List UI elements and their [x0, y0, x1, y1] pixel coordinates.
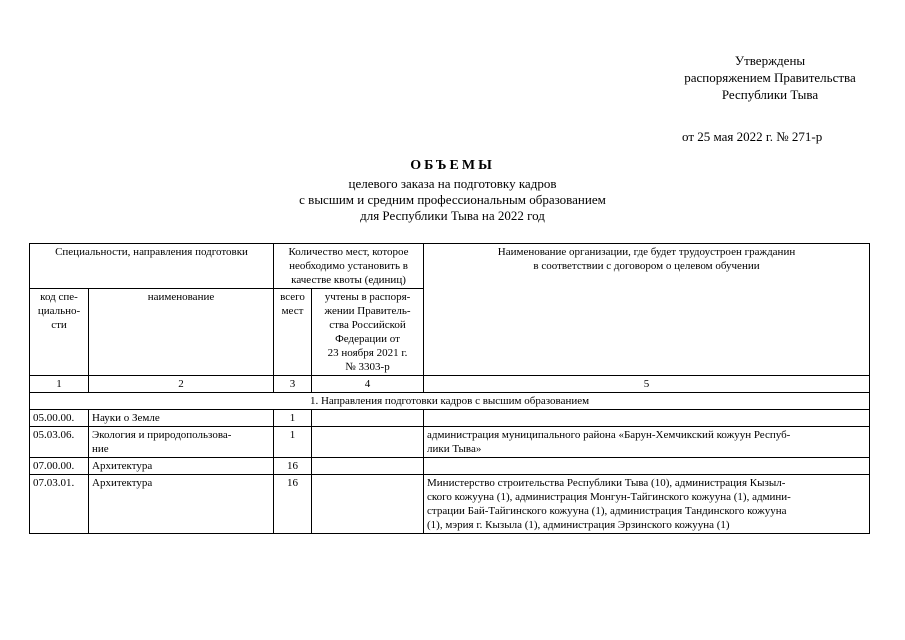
- subtitle-line-1: целевого заказа на подготовку кадров: [348, 176, 557, 191]
- table-row: [30, 410, 870, 427]
- row-name-line: Экология и природопользова-: [92, 429, 232, 441]
- row-code: 05.03.06.: [30, 427, 89, 458]
- table-row: [30, 458, 870, 475]
- row-accounted: [312, 458, 424, 475]
- header-total-line-1: всего: [280, 291, 305, 303]
- section-title: 1. Направления подготовки кадров с высшим образованием: [30, 393, 870, 410]
- row-name-line: Архитектура: [92, 460, 153, 472]
- group-header-row: [30, 244, 870, 289]
- row-code: 07.03.01.: [30, 475, 89, 534]
- approval-line-2: распоряжением Правительства: [684, 70, 856, 85]
- row-organization: [424, 410, 870, 427]
- header-quota-line-2: необходимо установить в: [289, 260, 408, 272]
- document-title: ОБЪЕМЫ: [410, 158, 495, 173]
- header-total-line-2: мест: [281, 305, 304, 317]
- quota-table: [29, 243, 870, 534]
- document-subtitle: [0, 176, 905, 224]
- row-organization: [424, 458, 870, 475]
- column-number-2: 2: [89, 376, 274, 393]
- header-code: [30, 289, 89, 376]
- header-accounted: [312, 289, 424, 376]
- row-name: [89, 475, 274, 534]
- approval-date: от 25 мая 2022 г. № 271-р: [682, 129, 823, 144]
- header-accounted-line-2: жении Правитель-: [324, 305, 411, 317]
- header-code-line-1: код спе-: [40, 291, 78, 303]
- header-specialties: Специальности, направления подготовки: [30, 244, 274, 289]
- approval-block: [660, 52, 880, 103]
- column-number-row: [30, 376, 870, 393]
- row-org-line: страции Бай-Тайгинского кожууна (1), администрация Тандинского кожууна: [427, 505, 787, 517]
- row-org-line: ского кожууна (1), администрация Монгун-Тайгинского кожууна (1), админи-: [427, 491, 791, 503]
- approval-line-1: Утверждены: [734, 53, 806, 68]
- row-accounted: [312, 475, 424, 534]
- approval-line-3: Республики Тыва: [721, 87, 819, 102]
- row-code: 07.00.00.: [30, 458, 89, 475]
- row-name: [89, 458, 274, 475]
- row-organization: [424, 427, 870, 458]
- row-total: 1: [274, 427, 312, 458]
- row-name-line: ние: [92, 443, 109, 455]
- row-name-line: Науки о Земле: [92, 412, 160, 424]
- header-organization: [424, 244, 870, 376]
- header-name: наименование: [89, 289, 274, 376]
- row-accounted: [312, 427, 424, 458]
- header-org-line-2: в соответствии с договором о целевом обучении: [533, 260, 760, 272]
- header-accounted-line-1: учтены в распоря-: [324, 291, 411, 303]
- header-accounted-line-4: Федерации от: [335, 333, 400, 345]
- header-code-line-3: сти: [51, 319, 67, 331]
- row-org-line: Министерство строительства Республики Тыва (10), администрация Кызыл-: [427, 477, 786, 489]
- table-row: [30, 475, 870, 534]
- row-org-line: лики Тыва»: [427, 443, 482, 455]
- row-name: [89, 410, 274, 427]
- row-total: 16: [274, 475, 312, 534]
- header-quota-line-3: качестве квоты (единиц): [291, 274, 406, 286]
- column-number-3: 3: [274, 376, 312, 393]
- row-org-line: администрация муниципального района «Барун-Хемчикский кожуун Респуб-: [427, 429, 791, 441]
- header-accounted-line-3: ства Российской: [329, 319, 406, 331]
- section-row: [30, 393, 870, 410]
- column-number-4: 4: [312, 376, 424, 393]
- header-quota-line-1: Количество мест, которое: [288, 246, 409, 258]
- row-total: 16: [274, 458, 312, 475]
- row-code: 05.00.00.: [30, 410, 89, 427]
- column-number-5: 5: [424, 376, 870, 393]
- header-quota: [274, 244, 424, 289]
- column-number-1: 1: [30, 376, 89, 393]
- subtitle-line-2: с высшим и средним профессиональным образованием: [299, 192, 606, 207]
- header-org-line-1: Наименование организации, где будет трудоустроен гражданин: [497, 246, 796, 258]
- header-code-line-2: циально-: [37, 305, 81, 317]
- header-accounted-line-5: 23 ноября 2021 г.: [327, 347, 408, 359]
- row-organization: [424, 475, 870, 534]
- header-accounted-line-6: № 3303-р: [345, 361, 390, 373]
- subtitle-line-3: для Республики Тыва на 2022 год: [360, 208, 545, 223]
- header-total: [274, 289, 312, 376]
- row-name-line: Архитектура: [92, 477, 153, 489]
- row-name: [89, 427, 274, 458]
- row-total: 1: [274, 410, 312, 427]
- table-row: [30, 427, 870, 458]
- row-org-line: (1), мэрия г. Кызыла (1), администрация Эрзинского кожууна (1): [427, 519, 730, 531]
- row-accounted: [312, 410, 424, 427]
